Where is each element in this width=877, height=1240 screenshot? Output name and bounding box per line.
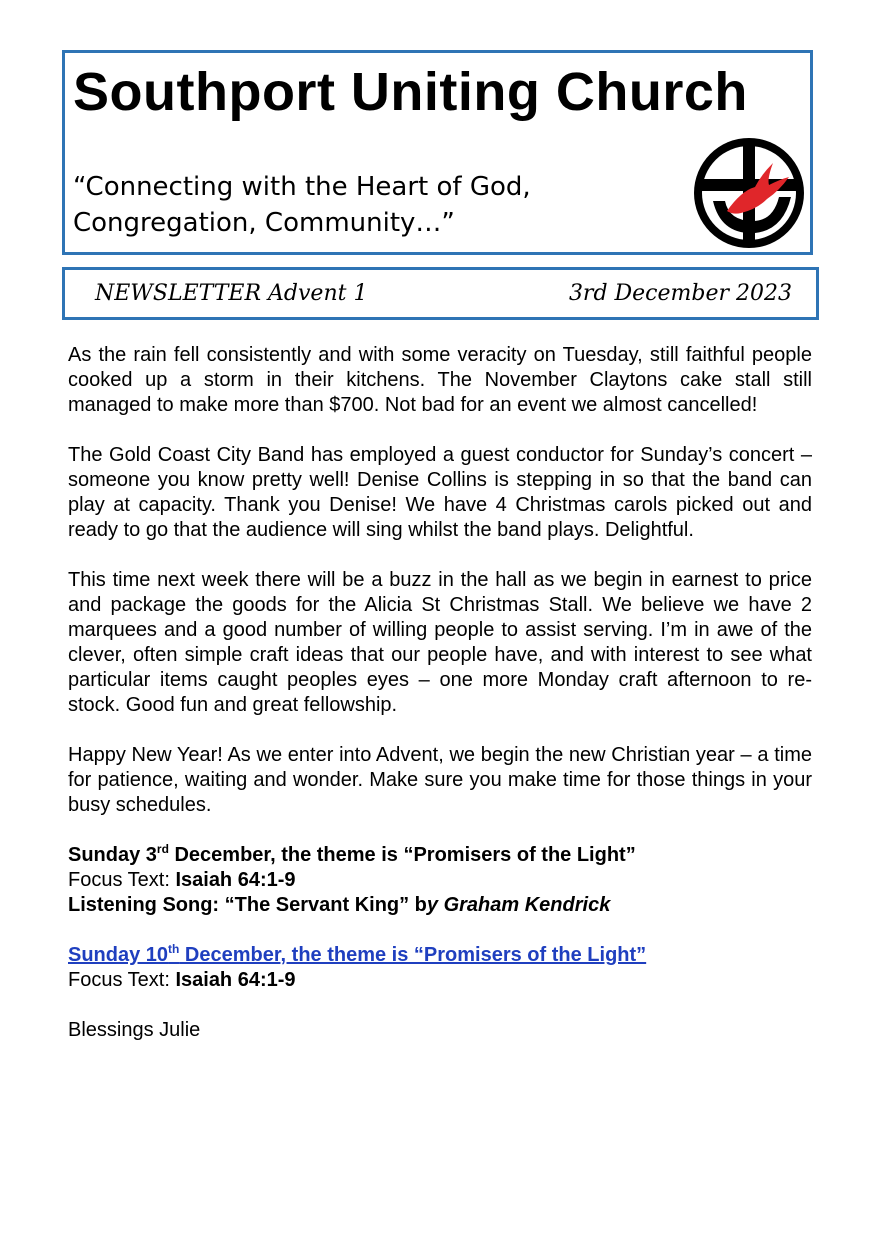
paragraph-3: This time next week there will be a buzz in the hall as we begin in earnest to price and package the goods for the Alicia St Christmas Stall. We believe we have 2 marquees and a good number of willing people to assist serving. I’m in awe of the clever, often simple craft ideas that our people have, and with interest to see what particular items caught peoples eyes – one more Monday craft afternoon to re-stock. Good fun and great fellowship. (68, 569, 812, 716)
sunday-3-focus (68, 868, 812, 893)
sunday-3-theme (68, 843, 812, 868)
sunday-10-prefix: Sunday 10 (68, 944, 169, 966)
sunday-10-block (68, 943, 812, 993)
sunday-10-focus-label: Focus Text: (68, 969, 176, 991)
sunday-3-song-label: Listening Song: “The Servant King” b (68, 894, 427, 916)
sunday-10-theme-link[interactable] (68, 943, 812, 968)
sunday-3-focus-ref: Isaiah 64:1-9 (175, 869, 296, 891)
newsletter-label: NEWSLETTER Advent 1 (95, 281, 368, 306)
paragraph-2: The Gold Coast City Band has employed a guest conductor for Sunday’s concert – someone you know pretty well! Denise Collins is stepping in so that the band can play at capacity. Thank you Denise! We have 4 Christmas carols picked out and ready to go that the audience will sing whilst the band plays. Delightful. (68, 444, 812, 541)
tagline (73, 169, 531, 241)
sunday-3-suffix: December, the theme is “Promisers of the Light” (168, 844, 636, 866)
newsletter-bar (62, 267, 819, 320)
sunday-3-prefix: Sunday 3 (68, 844, 157, 866)
header-box (62, 50, 813, 255)
sunday-3-sup: rd (156, 842, 169, 856)
sunday-3-song (68, 893, 812, 918)
newsletter-date: 3rd December 2023 (568, 281, 792, 306)
sunday-10-focus (68, 968, 812, 993)
sunday-10-sup: th (168, 942, 180, 956)
tagline-line-2: Congregation, Community…” (73, 208, 455, 238)
sunday-3-focus-label: Focus Text: (68, 869, 176, 891)
closing: Blessings Julie (68, 1019, 201, 1041)
sunday-3-block (68, 843, 812, 918)
church-name: Southport Uniting Church (73, 62, 748, 122)
paragraph-1: As the rain fell consistently and with some veracity on Tuesday, still faithful people cooked up a storm in their kitchens. The November Claytons cake stall still managed to make more than $700. Not bad for an event we almost cancelled! (68, 344, 812, 416)
sunday-3-song-author: y Graham Kendrick (426, 894, 611, 916)
sunday-10-suffix: December, the theme is “Promisers of the Light” (179, 944, 647, 966)
sunday-10-focus-ref: Isaiah 64:1-9 (175, 969, 296, 991)
newsletter-body (68, 343, 812, 1068)
uniting-church-logo-icon (691, 135, 807, 251)
paragraph-4: Happy New Year! As we enter into Advent, we begin the new Christian year – a time for patience, waiting and wonder. Make sure you make time for those things in your busy schedules. (68, 744, 812, 816)
tagline-line-1: “Connecting with the Heart of God, (73, 172, 531, 202)
